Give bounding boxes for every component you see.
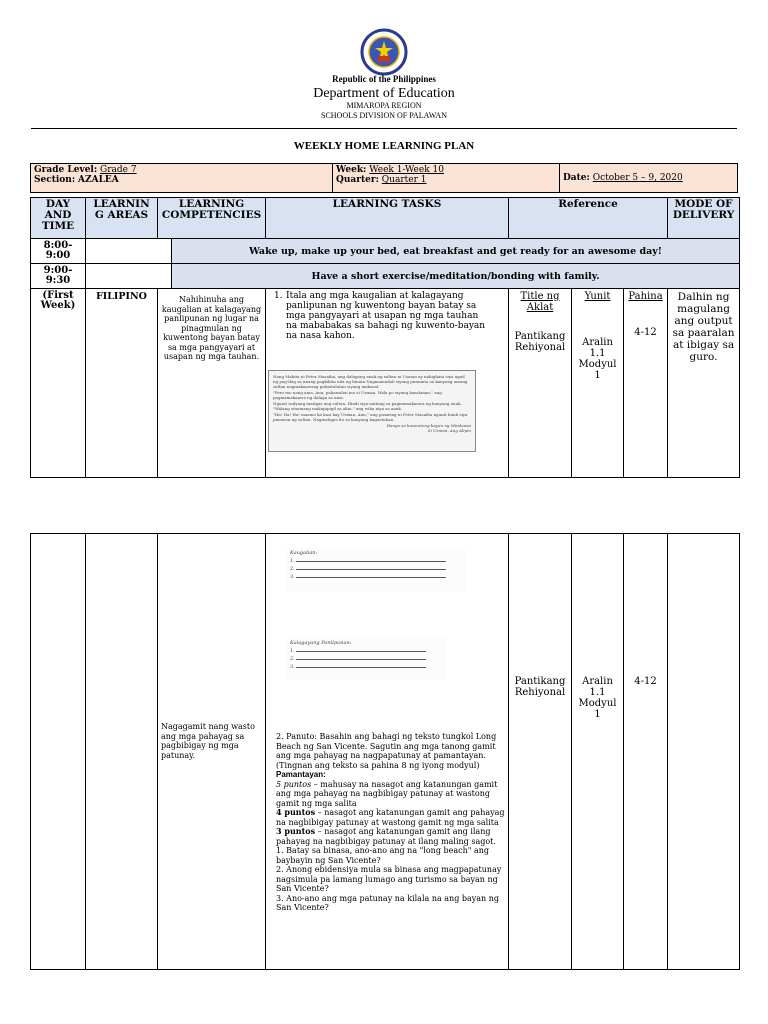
- row1-delivery: Dalhin ng magulang ang output sa paaralan at ibigay sa guro.: [668, 289, 740, 478]
- grade-label: Grade Level:: [34, 165, 98, 175]
- row1-ref-title: Pantikang Rehiyonal: [514, 331, 566, 353]
- grade-section-cell: [31, 164, 333, 193]
- week-value: Week 1-Week 10: [369, 165, 444, 175]
- kaugalian-form: [286, 548, 466, 592]
- rubric-item-4: [276, 808, 512, 827]
- rubric-text-5: – mahusay na nasagot ang katanungan gamit ang mga pahayag na nagbibigay patunay at wastong gamit ng mga salita: [276, 779, 498, 808]
- row1-ref-unit-cell: [572, 289, 624, 478]
- excerpt-source: Hango sa kuwentong-bayan ng Mindanao: [386, 423, 471, 428]
- kalagayang-panlipunan-form: [286, 638, 446, 680]
- routine-time-1: 8:00-9:00: [31, 239, 86, 264]
- date-value: October 5 – 9, 2020: [592, 173, 683, 183]
- row2-competency: Nagagamit nang wasto ang mga pahayag sa pagbibigay ng mga patunay.: [158, 534, 266, 970]
- row1-ref-page: 4-12: [634, 327, 657, 338]
- quarter-label: Quarter:: [336, 175, 379, 185]
- region-text: MIMAROPA REGION: [346, 101, 422, 110]
- kaugalian-line-3: [296, 572, 446, 578]
- row2-ref-unit: Aralin 1.1 Modyul 1: [572, 534, 624, 970]
- row1-ref-title-cell: [509, 289, 572, 478]
- question-2: 2. Anong ebidensiya mula sa binasa ang magpapatunay nagsimula pa lamang lumago ang turismo sa bayan ng San Vicente?: [276, 865, 502, 893]
- learning-plan-table-continued: [30, 533, 740, 970]
- header-learning-tasks: LEARNING TASKS: [266, 198, 509, 239]
- row2-day: [31, 534, 86, 970]
- question-3: 3. Ano-ano ang mga patunay na kilala na ang bayan ng San Vicente?: [276, 893, 500, 912]
- quarter-value: Quarter 1: [381, 175, 427, 185]
- excerpt-line-1: Nang Makita ni Peter Masaiba, ang dalagang anak ng sultan ni Usman ay nabighani siya agad ng pag-ibig sa unang pagkikita nila ng binata Nagmamadali siyang pumunta sa kanyang amang sultan nagmakaawang pahintulutan siyang makasal.: [273, 374, 468, 389]
- rubric-score-4: 4 puntos: [276, 807, 316, 817]
- department-title: Department of Education: [313, 86, 455, 101]
- row1-ref-page-cell: [624, 289, 668, 478]
- row2-rubric-label: Pamantayan:: [276, 770, 326, 779]
- rubric-item-5: [276, 780, 512, 809]
- header-competencies: LEARNING COMPETENCIES: [158, 198, 266, 239]
- rubric-text-4: – nasagot ang katanungan gamit ang pahayag na nagbibigay patunay at wastong gamit ng mga salita: [276, 808, 505, 827]
- rubric-item-3: [276, 827, 512, 846]
- division-text: SCHOOLS DIVISION OF PALAWAN: [321, 111, 447, 120]
- header-learning-areas: LEARNIN G AREAS: [86, 198, 158, 239]
- section-value: AZALEA: [78, 175, 119, 185]
- kalagayang-num-3: 3.: [290, 664, 295, 670]
- rubric-score-5: 5 puntos: [276, 779, 312, 789]
- plan-title: WEEKLY HOME LEARNING PLAN: [293, 140, 475, 152]
- info-table: [30, 163, 738, 193]
- kalagayang-form-title: Kalagayang Panlipunan:: [290, 640, 352, 646]
- row2-task-cell: [266, 534, 509, 970]
- section-label: Section:: [34, 175, 76, 185]
- kaugalian-line-1: [296, 556, 446, 562]
- row2-task-text-block: [276, 732, 512, 913]
- row2-delivery: [668, 534, 740, 970]
- row1-ref-header-title: Title ng Aklat: [520, 291, 560, 313]
- excerpt-line-4: "Ha! Ha! Ha! maamo ka kasi kay Usman, Anu," ang pasaring ni Peter Masaiba ngunit hindi siya pinansin ng sultan. Nagmatigas ito sa kanyang kagustuhan.: [273, 412, 468, 422]
- routine-empty-2: [86, 264, 172, 289]
- header-day-time: DAY AND TIME: [31, 198, 86, 239]
- kalagayang-num-2: 2.: [290, 656, 295, 662]
- row1-ref-unit: Aralin 1.1 Modyul 1: [578, 337, 617, 381]
- row2-ref-title: Pantikang Rehiyonal: [509, 534, 572, 970]
- row2-task-intro: 2. Panuto: Basahin ang bahagi ng teksto tungkol Long Beach ng San Vicente. Sagutin ang mga tanong gamit ang mga pahayag na nagpapatunay at pamantayan. (Tingnan ang teksto sa pahina 8 ng iyong modyul): [276, 732, 497, 770]
- kalagayang-line-3: [296, 662, 426, 668]
- kalagayang-num-1: 1.: [290, 648, 295, 654]
- kaugalian-num-3: 3.: [290, 574, 295, 580]
- kaugalian-form-title: Kaugalian:: [290, 550, 318, 556]
- routine-text-1: Wake up, make up your bed, eat breakfast and get ready for an awesome day!: [172, 239, 740, 264]
- republic-text: Republic of the Philippines: [332, 74, 436, 84]
- rubric-score-3: 3 puntos: [276, 826, 316, 836]
- header-reference: Reference: [509, 198, 668, 239]
- date-label: Date:: [563, 173, 590, 183]
- question-1: 1. Batay sa binasa, ano-ano ang na "long beach" ang baybayin ng San Vicente?: [276, 846, 490, 865]
- kalagayang-line-2: [296, 654, 426, 660]
- row1-competency: Nahihinuha ang kaugalian at kalagayang panlipunan ng lugar na pinagmulan ng kuwentong bayan batay sa mga pangyayari at usapan ng mga tauhan.: [158, 289, 266, 478]
- story-excerpt-box: [268, 370, 476, 452]
- kaugalian-num-1: 1.: [290, 558, 295, 564]
- routine-empty-1: [86, 239, 172, 264]
- row2-area: [86, 534, 158, 970]
- routine-text-2: Have a short exercise/meditation/bonding with family.: [172, 264, 740, 289]
- excerpt-line-2: "Pero mo nang ama, Anu, pakawalan mo si Usman. Wala po siyang kasalanan," ang pagmamakaawa ng dalaga sa ama.: [273, 390, 442, 400]
- row1-day: (First Week): [31, 289, 86, 478]
- row2-ref-page: 4-12: [624, 534, 668, 970]
- rubric-text-3: – nasagot ang katanungan gamit ang ilang pahayag na nagbibigay patunay at ilang maling sagot.: [276, 827, 496, 846]
- row1-ref-header-unit: Yunit: [584, 291, 611, 302]
- deped-seal-icon: [351, 28, 417, 76]
- row1-task-number: 1.: [274, 291, 283, 301]
- date-cell: [560, 164, 738, 193]
- kaugalian-line-2: [296, 564, 446, 570]
- header-mode-of-delivery: MODE OF DELIVERY: [668, 198, 740, 239]
- kalagayang-line-1: [296, 646, 426, 652]
- row1-ref-header-page: Pahina: [628, 291, 663, 302]
- excerpt-author: Si Usman, Ang Alipin: [427, 428, 471, 433]
- week-label: Week:: [336, 165, 367, 175]
- routine-time-2: 9:00-9:30: [31, 264, 86, 289]
- grade-value: Grade 7: [100, 165, 137, 175]
- kaugalian-num-2: 2.: [290, 566, 295, 572]
- excerpt-line-3: Ngunit sadyang matigas ang sultan. Hindi siya natinag sa pagmamakaawa ng kanyang anak. "Walang sinumang makapipigil sa akin," ang wika niya sa anak.: [273, 401, 462, 411]
- row1-task-text: Itala ang mga kaugalian at kalagayang panlipunan ng kuwentong bayan batay sa mga pangyayari at usapan ng mga tauhan na mababakas sa bahagi ng kuwento-bayan na nasa kahon.: [286, 291, 486, 341]
- week-quarter-cell: [333, 164, 560, 193]
- header-divider: [31, 128, 737, 129]
- row1-learning-area: FILIPINO: [86, 289, 158, 478]
